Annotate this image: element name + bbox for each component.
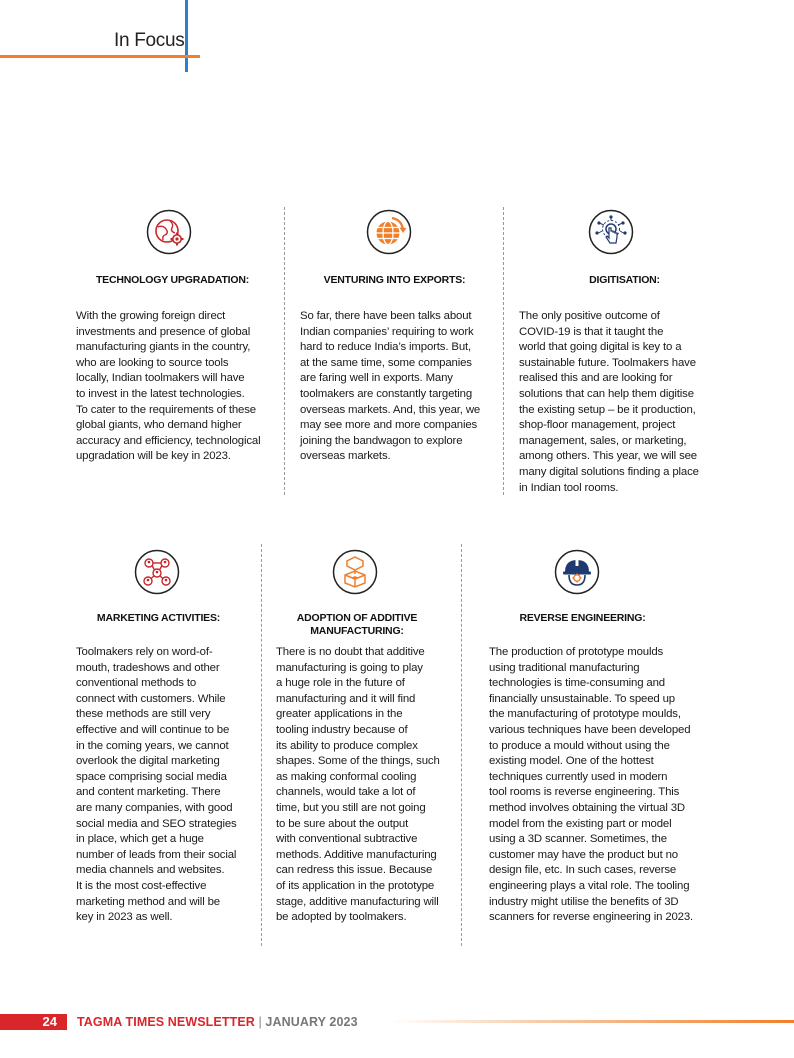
page-number-badge — [0, 1014, 67, 1030]
column-divider — [261, 544, 262, 946]
digital-touch-icon — [588, 209, 634, 255]
heading-additive-manufacturing: ADOPTION OF ADDITIVE MANUFACTURING: — [296, 612, 418, 637]
text-digitisation: The only positive outcome of COVID-19 is that it taught the world that going digital is key to a sustainable future. Toolmakers have realised this and are looking for solutions that can help them digitise the existing setup – be it production, shop-floor management, project management, sales, or marketing, among others. This year, we will see many digital solutions finding a place in Indian tool rooms. — [519, 310, 699, 494]
column-divider — [503, 207, 504, 495]
heading-marketing-activities: MARKETING ACTIVITIES: — [96, 612, 221, 624]
text-marketing-activities: Toolmakers rely on word-of- mouth, tradeshows and other conventional methods to connect with customers. While these methods are still very effective and will continue to be in the coming years, we cannot overlook the digital marketing space comprising social media and content marketing. There are many companies, with good social media and SEO strategies in place, which get a huge number of leads from their social media channels and websites. It is the most cost-effective marketing method and will be key in 2023 as well. — [76, 646, 237, 924]
footer-separator: | — [258, 1015, 262, 1029]
footer-publication — [77, 1015, 358, 1029]
network-people-icon — [134, 549, 180, 595]
footer-rule — [390, 1020, 794, 1023]
text-venturing-into-exports: So far, there have been talks about Indian companies’ requiring to work hard to reduce India’s imports. But, at the same time, some companies are faring well in exports. Many toolmakers are constantly targeting overseas markets. And, this year, we may see more and more companies joining the bandwagon to explore overseas markets. — [300, 310, 481, 463]
issue-date: JANUARY 2023 — [265, 1015, 358, 1029]
text-technology-upgradation: With the growing foreign direct investments and presence of global manufacturing giants in the country, who are looking to source tools locally, Indian toolmakers will have to invest in the latest technologies. To cater to the requirements of these global giants, who demand higher accuracy and efficiency, technological upgradation will be key in 2023. — [76, 310, 261, 463]
globe-export-icon — [366, 209, 412, 255]
page-number: 24 — [42, 1014, 57, 1029]
globe-gear-icon — [146, 209, 192, 255]
heading-venturing-into-exports: VENTURING INTO EXPORTS: — [323, 274, 466, 286]
header-rule — [0, 55, 200, 58]
column-divider — [284, 207, 285, 495]
3d-printer-icon — [332, 549, 378, 595]
header-divider-vertical — [185, 0, 188, 72]
section-title: In Focus — [114, 30, 185, 51]
heading-technology-upgradation: TECHNOLOGY UPGRADATION: — [95, 274, 250, 286]
engineer-helmet-icon — [554, 549, 600, 595]
publication-name: TAGMA TIMES NEWSLETTER — [77, 1015, 255, 1029]
column-divider — [461, 544, 462, 946]
text-reverse-engineering: The production of prototype moulds using traditional manufacturing technologies is time-consuming and financially unsustainable. To speed up the manufacturing of prototype moulds, various techniques have been developed to produce a mould without using the existing model. One of the hottest techniques currently used in modern tool rooms is reverse engineering. This method involves obtaining the virtual 3D model from the existing part or model using a 3D scanner. Sometimes, the customer may have the product but no design file, etc. In such cases, reverse engineering plays a vital role. The tooling industry might utilise the benefits of 3D scanners for reverse engineering in 2023. — [489, 646, 694, 924]
text-additive-manufacturing: There is no doubt that additive manufacturing is going to play a huge role in the future of manufacturing and it will find greater applications in the tooling industry because of its ability to produce complex shapes. Some of the things, such as making conformal cooling channels, would take a lot of time, but you still are not going to be sure about the output with conventional subtractive methods. Additive manufacturing can redress this issue. Because of its application in the prototype stage, additive manufacturing will be adopted by toolmakers. — [276, 646, 440, 924]
heading-reverse-engineering: REVERSE ENGINEERING: — [519, 612, 646, 624]
heading-digitisation: DIGITISATION: — [589, 274, 660, 286]
